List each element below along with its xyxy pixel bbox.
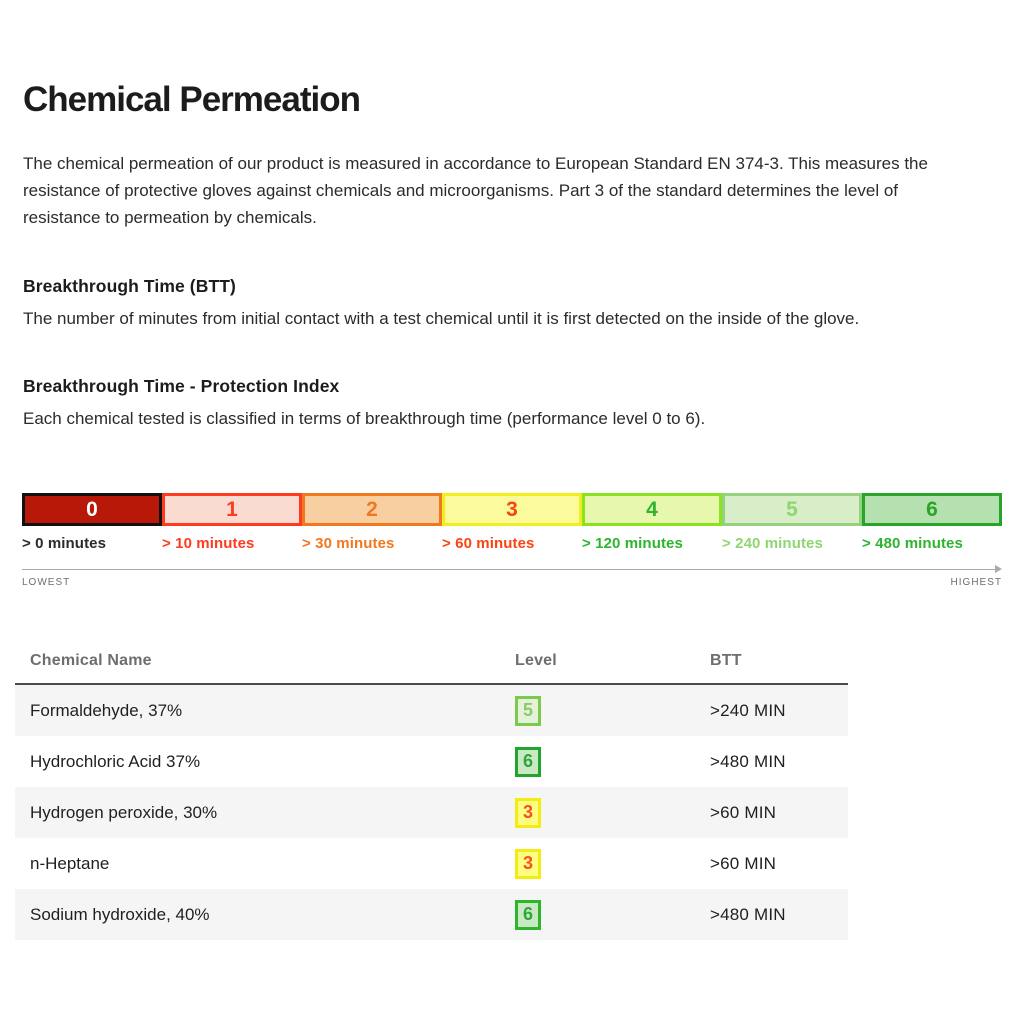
- btt-value: >60 MIN: [710, 802, 777, 822]
- axis-line: [22, 569, 999, 570]
- btt-heading: Breakthrough Time (BTT): [23, 276, 236, 296]
- btt-value: >60 MIN: [710, 853, 777, 873]
- scale-label-4: > 120 minutes: [582, 535, 683, 552]
- page-title: Chemical Permeation: [23, 80, 360, 119]
- header-chemical-name: Chemical Name: [30, 652, 152, 669]
- scale-level-boxes: [22, 493, 1002, 526]
- table-row: [15, 685, 848, 736]
- scale-minute-labels: [22, 535, 1002, 552]
- scale-label-6: > 480 minutes: [862, 535, 963, 552]
- level-badge: 3: [515, 798, 541, 828]
- protection-index-description: Each chemical tested is classified in terms of breakthrough time (performance level 0 to 6).: [23, 409, 706, 428]
- table-row: [15, 736, 848, 787]
- btt-value: >480 MIN: [710, 904, 786, 924]
- scale-label-2: > 30 minutes: [302, 535, 395, 552]
- scale-box-5: 5: [722, 493, 862, 526]
- level-badge: 3: [515, 849, 541, 879]
- level-badge: 6: [515, 900, 541, 930]
- header-btt: BTT: [710, 652, 742, 669]
- protection-index-heading: Breakthrough Time - Protection Index: [23, 376, 340, 396]
- chemical-name: n-Heptane: [30, 853, 110, 873]
- protection-index-scale: [22, 493, 1002, 588]
- scale-box-4: 4: [582, 493, 722, 526]
- btt-value: >480 MIN: [710, 751, 786, 771]
- table-row: [15, 838, 848, 889]
- btt-value: >240 MIN: [710, 700, 786, 720]
- btt-description: The number of minutes from initial contact with a test chemical until it is first detected on the inside of the glove.: [23, 309, 860, 328]
- intro-paragraph: The chemical permeation of our product is measured in accordance to European Standard EN 374-3. This measures the resistance of protective gloves against chemicals and microorganisms. Part 3 of the standard determines the level of resistance to permeation by chemicals.: [23, 154, 928, 227]
- table-row: [15, 787, 848, 838]
- chemical-name: Sodium hydroxide, 40%: [30, 904, 210, 924]
- lowest-label: LOWEST: [22, 577, 71, 588]
- chemical-name: Formaldehyde, 37%: [30, 700, 183, 720]
- scale-box-3: 3: [442, 493, 582, 526]
- chemical-name: Hydrochloric Acid 37%: [30, 751, 201, 771]
- level-badge: 5: [515, 696, 541, 726]
- scale-label-1: > 10 minutes: [162, 535, 255, 552]
- chemical-table: [15, 641, 848, 940]
- scale-axis-line: [22, 565, 1002, 574]
- table-header-row: [15, 641, 848, 685]
- scale-label-5: > 240 minutes: [722, 535, 823, 552]
- table-row: [15, 889, 848, 940]
- level-badge: 6: [515, 747, 541, 777]
- scale-box-0: 0: [22, 493, 162, 526]
- chemical-name: Hydrogen peroxide, 30%: [30, 802, 218, 822]
- scale-box-6: 6: [862, 493, 1002, 526]
- scale-box-1: 1: [162, 493, 302, 526]
- highest-label: HIGHEST: [950, 577, 1002, 588]
- scale-label-0: > 0 minutes: [22, 535, 107, 552]
- scale-box-2: 2: [302, 493, 442, 526]
- axis-arrow-icon: [995, 565, 1002, 573]
- scale-extremes: [22, 577, 1002, 588]
- scale-label-3: > 60 minutes: [442, 535, 535, 552]
- header-level: Level: [515, 652, 557, 669]
